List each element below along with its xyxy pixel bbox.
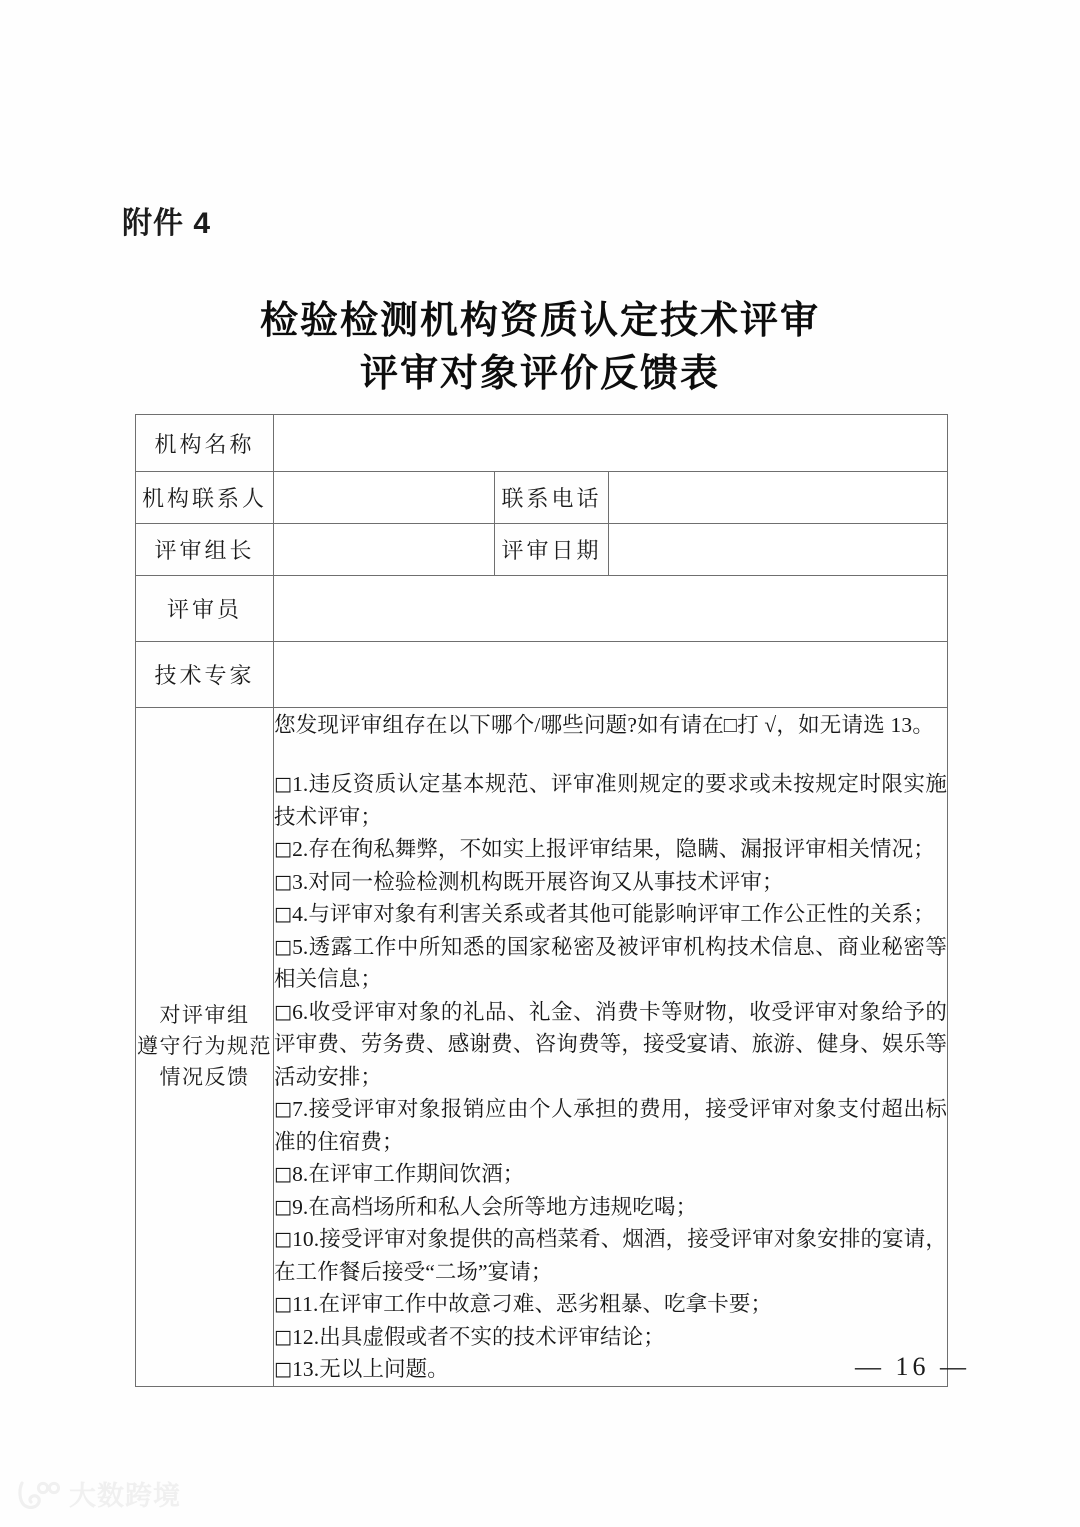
checklist-item[interactable]: [274, 1288, 947, 1321]
org-name-label: 机构名称: [136, 415, 274, 472]
checklist-item[interactable]: [274, 898, 947, 931]
checkbox-icon[interactable]: □: [274, 1293, 293, 1315]
checkbox-icon[interactable]: □: [274, 1098, 293, 1120]
checklist-item-label: 8.在评审工作期间饮酒；: [292, 1162, 525, 1186]
table-row-conduct-feedback: [136, 708, 948, 1387]
checklist-item[interactable]: [274, 768, 947, 833]
checklist-item[interactable]: [274, 1353, 947, 1386]
team-leader-field[interactable]: [274, 524, 495, 576]
org-contact-label: 机构联系人: [136, 472, 274, 524]
reviewer-field[interactable]: [274, 576, 948, 642]
conduct-feedback-label-line-3: 情况反馈: [159, 1065, 250, 1090]
checklist-item[interactable]: [274, 1321, 947, 1354]
checklist-item-label: 11.在评审工作中故意刁难、恶劣粗暴、吃拿卡要；: [292, 1292, 773, 1316]
page-number: — 16 —: [855, 1352, 970, 1381]
title-line-2: 评审对象评价反馈表: [359, 353, 720, 395]
title-line-1: 检验检测机构资质认定技术评审: [259, 300, 820, 342]
team-leader-label: 评审组长: [136, 524, 274, 576]
conduct-feedback-label-line-1: 对评审组: [159, 1003, 250, 1028]
checkbox-icon[interactable]: □: [274, 1195, 293, 1218]
checklist-item[interactable]: [274, 996, 947, 1094]
checklist-item[interactable]: [274, 1191, 947, 1224]
checklist-item-label: 12.出具虚假或者不实的技术评审结论；: [292, 1324, 665, 1349]
checklist-item-label: 2.存在徇私舞弊，不如实上报评审结果，隐瞒、漏报评审相关情况；: [292, 837, 935, 861]
checkbox-icon[interactable]: □: [274, 838, 293, 860]
checkbox-icon[interactable]: □: [274, 1325, 293, 1348]
checkbox-icon[interactable]: □: [274, 773, 293, 795]
checklist-item-label: 10.接受评审对象提供的高档菜肴、烟酒，接受评审对象安排的宴请，在工作餐后接受“二场”宴请；: [274, 1227, 948, 1284]
checklist-item[interactable]: [274, 931, 947, 996]
checklist-item-label: 7.接受评审对象报销应由个人承担的费用，接受评审对象支付超出标准的住宿费；: [274, 1097, 948, 1154]
phone-label: 联系电话: [495, 472, 609, 524]
org-name-field[interactable]: [274, 415, 948, 472]
tech-expert-label: 技术专家: [136, 642, 274, 708]
tech-expert-field[interactable]: [274, 642, 948, 708]
checklist-item-label: 3.对同一检验检测机构既开展咨询又从事技术评审；: [292, 869, 784, 894]
checklist-item[interactable]: [274, 1158, 947, 1191]
checklist-item[interactable]: [274, 1223, 947, 1288]
checklist-item-label: 6.收受评审对象的礼品、礼金、消费卡等财物，收受评审对象给予的评审费、劳务费、感谢费、咨询费等，接受宴请、旅游、健身、娱乐等活动安排；: [274, 999, 948, 1089]
review-date-label: 评审日期: [495, 524, 609, 576]
checklist-intro: 您发现评审组存在以下哪个/哪些问题?如有请在□打 √，如无请选 13。: [274, 713, 935, 737]
conduct-feedback-label-line-2: 遵守行为规范: [137, 1034, 272, 1059]
page-title: [0, 295, 1080, 401]
checklist-item-label: 4.与评审对象有利害关系或者其他可能影响评审工作公正性的关系；: [292, 902, 935, 926]
review-date-field[interactable]: [609, 524, 948, 576]
checklist-cell: [274, 708, 948, 1387]
checklist-item-label: 9.在高档场所和私人会所等地方违规吃喝；: [292, 1194, 698, 1219]
attachment-label: 附件 4: [122, 207, 212, 240]
table-row-tech-expert: [136, 642, 948, 708]
phone-field[interactable]: [609, 472, 948, 524]
watermark-logo-icon: [18, 1479, 60, 1509]
reviewer-label: 评审员: [136, 576, 274, 642]
checklist-item[interactable]: [274, 866, 947, 899]
feedback-form-table: [135, 414, 948, 1387]
watermark-text: 大数跨境: [69, 1481, 181, 1511]
table-row-team-leader: [136, 524, 948, 576]
checklist-item-label: 5.透露工作中所知悉的国家秘密及被评审机构技术信息、商业秘密等相关信息；: [274, 934, 948, 991]
table-row-reviewer: [136, 576, 948, 642]
org-contact-field[interactable]: [274, 472, 495, 524]
table-row-org-contact: [136, 472, 948, 524]
checklist-item[interactable]: [274, 833, 947, 866]
checkbox-icon[interactable]: □: [274, 1000, 293, 1023]
checkbox-icon[interactable]: □: [274, 935, 293, 958]
watermark: [18, 1474, 181, 1513]
checklist-item-label: 1.违反资质认定基本规范、评审准则规定的要求或未按规定时限实施技术评审；: [274, 772, 948, 829]
checklist-item[interactable]: [274, 1093, 947, 1158]
checkbox-icon[interactable]: □: [274, 1228, 293, 1250]
checkbox-icon[interactable]: □: [274, 1163, 293, 1185]
checkbox-icon[interactable]: □: [274, 870, 293, 893]
conduct-feedback-label: [136, 708, 274, 1387]
checklist-options: [274, 768, 947, 1386]
table-row-org-name: [136, 415, 948, 472]
checklist-item-label: 13.无以上问题。: [292, 1357, 449, 1381]
checkbox-icon[interactable]: □: [274, 903, 293, 925]
checkbox-icon[interactable]: □: [274, 1358, 293, 1380]
